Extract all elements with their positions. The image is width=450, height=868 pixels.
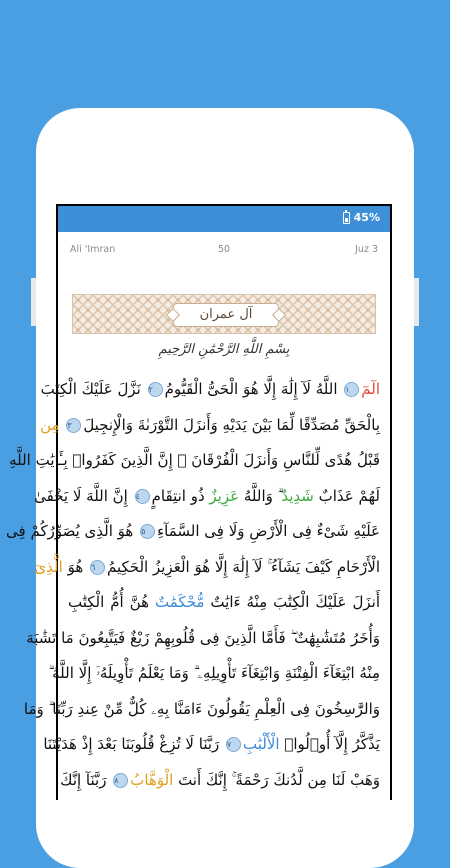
verse-text: الْأَرْحَامِ كَيْفَ يَشَآءُ ۚ لَآ إِلَٰهَ إِلَّا هُوَ الْعَزِيزُ الْحَكِيمُ (107, 557, 380, 576)
verse-text: عَلَيْهِ شَىْءٌ فِى الْأَرْضِ وَلَا فِى السَّمَآءِ (157, 522, 380, 540)
verse-text: الْأَلْبَٰبِ (243, 735, 280, 753)
verse-number-marker[interactable]: ٦ (90, 560, 105, 575)
verse-text: رَبَّنَآ إِنَّكَ (60, 770, 112, 789)
page-number: 50 (217, 244, 231, 255)
verse-text: هُوَ الَّذِى يُصَوِّرُكُمْ فِى (6, 522, 139, 540)
verse-text: أَنزَلَ عَلَيْكَ الْكِتَٰبَ مِنْهُ ءَايَٰتٌ (204, 593, 380, 611)
verse-number-marker[interactable]: ٣ (66, 418, 81, 433)
phone-side-button (414, 278, 419, 326)
verse-text: ۗ وَاللَّهُ (239, 486, 282, 505)
verse-line[interactable] (6, 514, 380, 550)
verse-text: هُنَّ أُمُّ الْكِتَٰبِ (68, 593, 156, 611)
surah-name: Ali 'Imran (70, 244, 116, 255)
verse-text: وَالرَّٰسِخُونَ فِى الْعِلْمِ يَقُولُونَ ءَامَنَّا بِهِۦ كُلٌّ مِّنْ عِندِ رَبِّنَا ۗ وَمَا (23, 699, 380, 718)
verse-line[interactable] (43, 727, 380, 763)
verse-text: يَذَّكَّرُ إِلَّآ أُو۟لُوا۟ (279, 735, 380, 753)
verse-text: مِنْهُ ابْتِغَآءَ الْفِتْنَةِ وَابْتِغَآءَ تَأْوِيلِهِۦ ۗ وَمَا يَعْلَمُ تَأْوِيلَهُۥٓ إِلَّا اللَّهُ ۗ (48, 664, 380, 682)
verse-text: مُّحْكَمَٰتٌ (155, 593, 205, 611)
verse-line[interactable] (60, 763, 380, 799)
verse-text: ذُو انتِقَامٍ (151, 486, 210, 505)
surah-title: آل عمران (173, 303, 279, 327)
verse-line[interactable] (48, 656, 380, 692)
verse-number-marker[interactable]: ٧ (226, 737, 241, 752)
verse-text: الٓمٓ (361, 380, 380, 398)
verse-number-marker[interactable]: ٥ (140, 524, 155, 539)
verse-text: الْوَهَّابُ (130, 770, 174, 789)
verse-line[interactable] (23, 692, 380, 728)
verse-text: وَأُخَرُ مُتَشَٰبِهَٰتٌ ۖ فَأَمَّا الَّذِينَ فِى قُلُوبِهِمْ زَيْغٌ فَيَتَّبِعُونَ مَا تَشَٰبَهَ (26, 628, 380, 647)
verse-text: شَدِيدٌ (281, 486, 314, 505)
verse-text: الَّذِىٓ (34, 557, 63, 576)
verse-text: لَهُمْ عَذَابٌ (313, 486, 380, 505)
verse-text: مِن (40, 415, 65, 434)
page-header (58, 232, 390, 266)
verse-line[interactable] (34, 479, 380, 515)
verse-line[interactable] (40, 408, 380, 444)
verse-line[interactable] (68, 585, 380, 621)
battery-indicator (343, 211, 380, 224)
juz-label: Juz 3 (355, 244, 378, 255)
surah-banner (72, 294, 376, 334)
phone-side-button (31, 278, 36, 326)
verse-number-marker[interactable]: ٨ (113, 773, 128, 788)
status-bar (58, 206, 390, 232)
battery-icon (343, 212, 350, 224)
verse-text: اللَّهُ لَآ إِلَٰهَ إِلَّا هُوَ الْحَىُّ الْقَيُّومُ (164, 380, 343, 398)
verse-text: إِنَّ اللَّهَ لَا يَخْفَىٰ (34, 486, 133, 505)
verse-lines[interactable] (6, 372, 380, 798)
verse-text: هُوَ (62, 557, 88, 576)
verse-line[interactable] (26, 621, 380, 657)
verse-line[interactable] (34, 550, 380, 586)
verse-line[interactable] (9, 443, 380, 479)
verse-number-marker[interactable]: ٤ (135, 489, 150, 504)
battery-percent: 45% (353, 211, 380, 224)
verse-line[interactable] (40, 372, 380, 408)
verse-text: عَزِيزٌ (209, 486, 240, 505)
verse-text: بِالْحَقِّ مُصَدِّقًا لِّمَا بَيْنَ يَدَيْهِ وَأَنزَلَ التَّوْرَىٰةَ وَالْإِنجِيلَ (83, 415, 380, 434)
quran-page[interactable] (6, 232, 390, 800)
verse-text: وَهَبْ لَنَا مِن لَّدُنكَ رَحْمَةً ۚ إِنَّكَ أَنتَ (173, 770, 380, 789)
verse-text: قَبْلُ هُدًى لِّلنَّاسِ وَأَنزَلَ الْفُرْقَانَ ۗ إِنَّ الَّذِينَ كَفَرُوا۟ بِـَٔايَٰتِ اللَّهِ (9, 451, 380, 469)
verse-text: نَزَّلَ عَلَيْكَ الْكِتَٰبَ (40, 380, 146, 398)
verse-number-marker[interactable]: ٢ (148, 382, 163, 397)
device-screen (6, 204, 392, 800)
verse-number-marker[interactable]: ١ (344, 382, 359, 397)
verse-text: رَبَّنَا لَا تُزِغْ قُلُوبَنَا بَعْدَ إِذْ هَدَيْتَنَا (43, 735, 225, 753)
bismillah: بِسْمِ اللَّهِ الرَّحْمَٰنِ الرَّحِيمِ (158, 342, 290, 357)
